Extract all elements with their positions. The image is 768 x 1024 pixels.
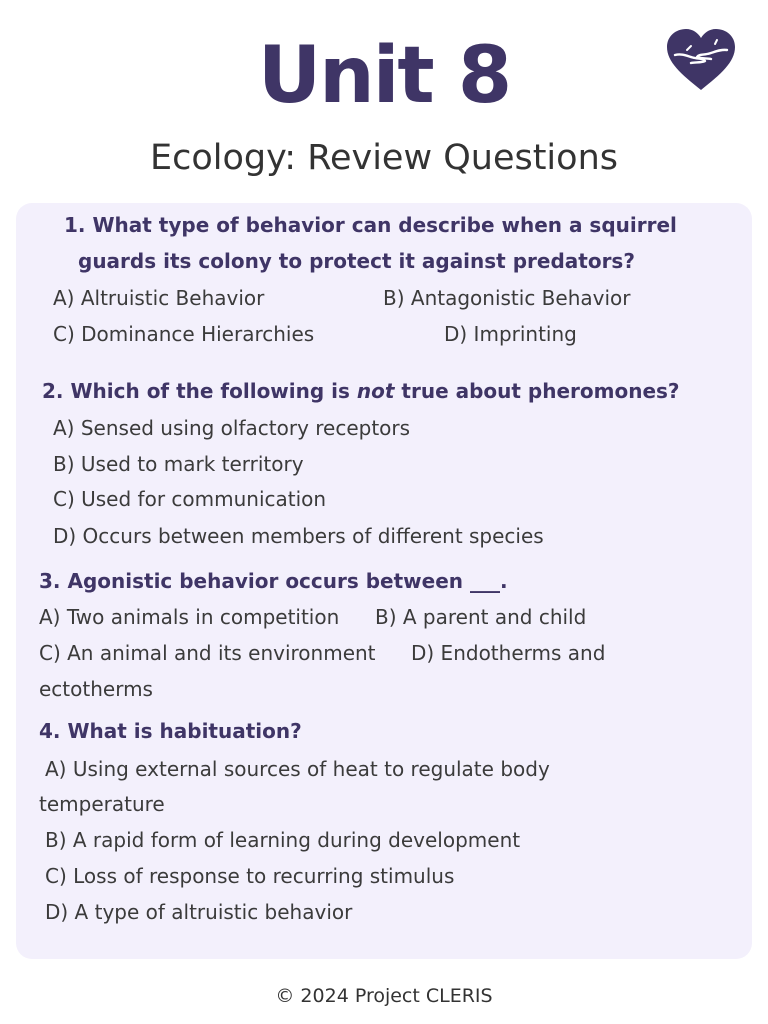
answer-option: B) Antagonistic Behavior [383,286,631,310]
question-3-prompt: 3. Agonistic behavior occurs between ___. [39,569,508,593]
page-subtitle: Ecology: Review Questions [150,138,618,178]
answer-option: B) A parent and child [375,605,587,629]
answer-option-cont: temperature [39,792,165,816]
answer-option: D) Endotherms and [411,641,606,665]
question-1-prompt-cont: guards its colony to protect it against predators? [78,249,635,273]
answer-option: C) An animal and its environment [39,641,376,665]
answer-option: A) Two animals in competition [39,605,340,629]
answer-option: C) Dominance Hierarchies [53,322,315,346]
copyright-footer: © 2024 Project CLERIS [275,985,493,1007]
question-2-prompt [42,377,680,405]
question-1-prompt [64,211,677,239]
answer-option: A) Altruistic Behavior [53,286,265,310]
question-number: 1. [64,213,86,237]
heart-hands-icon [665,28,737,92]
answer-option: D) Imprinting [444,322,577,346]
answer-option: D) A type of altruistic behavior [45,900,353,924]
answer-option: D) Occurs between members of different species [53,524,544,548]
page-title: Unit 8 [257,31,511,121]
question-text: 2. Which of the following is [42,379,357,403]
answer-option: C) Loss of response to recurring stimulus [45,864,455,888]
answer-option: B) A rapid form of learning during development [45,828,521,852]
question-text: What type of behavior can describe when a squirrel [92,213,677,237]
answer-option: A) Sensed using olfactory receptors [53,416,411,440]
question-text: true about pheromones? [394,379,680,403]
answer-option: C) Used for communication [53,487,327,511]
question-4-prompt: 4. What is habituation? [39,719,302,743]
question-emphasis: not [356,379,395,403]
answer-option: B) Used to mark territory [53,452,304,476]
answer-option-cont: ectotherms [39,677,153,701]
answer-option: A) Using external sources of heat to regulate body [45,757,550,781]
